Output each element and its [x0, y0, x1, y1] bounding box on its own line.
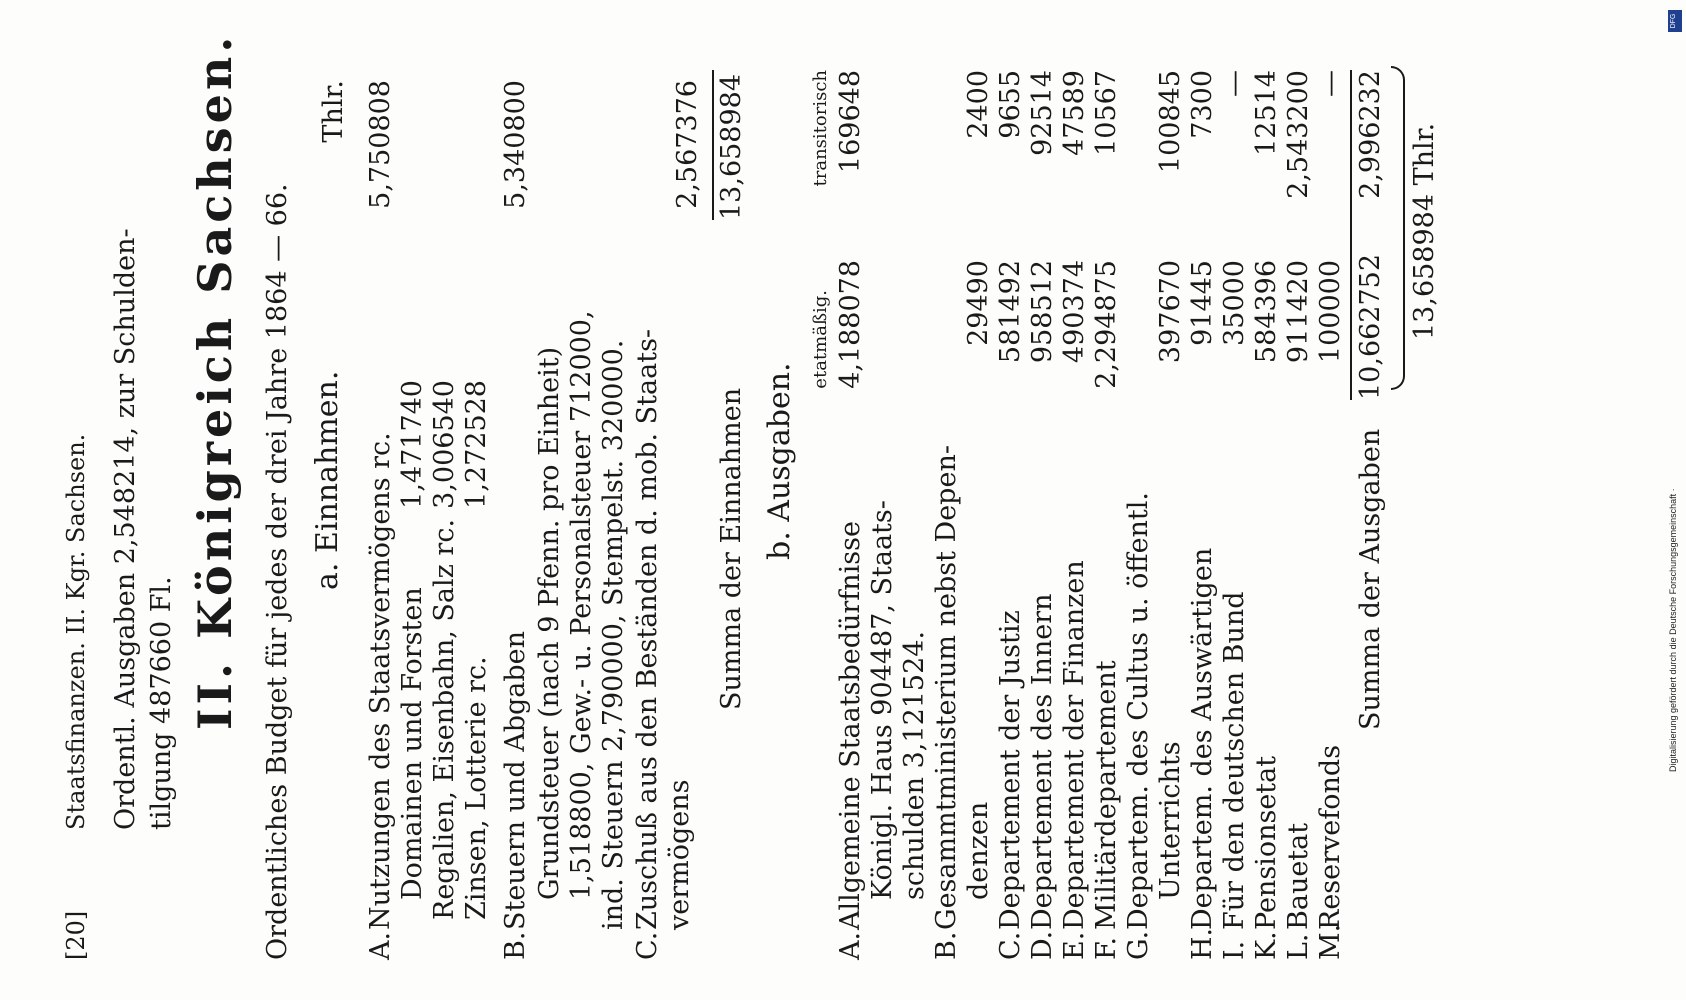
rotated-text-block — [40, 32, 1640, 960]
ausgaben-row-label: H. — [1187, 927, 1218, 960]
einnahmen-B-line: 1,518800, Gew.- u. Personalsteuer 712000, — [566, 310, 597, 900]
ausgaben-row-etat: 35000 — [1219, 260, 1250, 346]
ausgaben-row-text: Departement der Justiz — [995, 610, 1026, 930]
ausgaben-row-transit: 100845 — [1155, 70, 1186, 174]
ausgaben-row-etat: 4,188078 — [835, 260, 866, 389]
ausgaben-row-text: Gesammtministerium nebst Depen- — [931, 445, 962, 930]
einnahmen-heading: a. Einnahmen. — [310, 370, 345, 590]
einnahmen-B-total: 5,340800 — [500, 80, 531, 209]
ausgaben-row-text: Königl. Haus 904487, Staats- — [867, 500, 898, 900]
ausgaben-row-label: L. — [1283, 933, 1314, 960]
einnahmen-A-item-value: 1,272528 — [461, 380, 492, 509]
ausgaben-row-text: Pensionsetat — [1251, 755, 1282, 930]
ausgaben-row-transit: 169648 — [835, 70, 866, 174]
ausgaben-row-transit: 12514 — [1251, 70, 1282, 156]
budget-caption: Ordentliches Budget für jedes der drei Jahre 1864 — 66. — [262, 183, 293, 960]
section-title — [188, 33, 242, 730]
einnahmen-B-line: ind. Steuern 2,790000, Stempelst. 320000. — [598, 339, 629, 930]
ausgaben-row-etat: 91445 — [1187, 260, 1218, 346]
ausgaben-row-label: K. — [1251, 931, 1282, 960]
ausgaben-row-label: I. — [1219, 940, 1250, 960]
einnahmen-A-total: 5,750808 — [365, 80, 396, 209]
ausgaben-row-transit: 9655 — [995, 70, 1026, 139]
sum-rule — [712, 70, 714, 220]
ausgaben-row-etat: 490374 — [1059, 260, 1090, 364]
dfg-logo: DFG — [1668, 10, 1682, 32]
ausgaben-heading: b. Ausgaben. — [762, 362, 797, 560]
sum-brace — [1391, 66, 1405, 390]
ausgaben-row-text: Departem. des Auswärtigen — [1187, 547, 1218, 930]
einnahmen-sum-value: 13,658984 — [716, 73, 747, 220]
intro-line-1: Ordentl. Ausgaben 2,548214, zur Schulden- — [110, 228, 141, 830]
ausgaben-row-label: F. — [1091, 936, 1122, 960]
ausgaben-row-etat: 584396 — [1251, 260, 1282, 364]
ausgaben-row-label: A. — [835, 931, 866, 960]
einnahmen-A-label: A. — [365, 931, 396, 960]
ausgaben-row-text: Reservefonds — [1315, 744, 1346, 930]
ausgaben-row-transit: — — [1315, 70, 1346, 97]
section-roman: II. — [188, 658, 242, 730]
ausgaben-row-label: G. — [1123, 930, 1154, 960]
ausgaben-row-text: Für den deutschen Bund — [1219, 591, 1250, 930]
ausgaben-row-etat: 581492 — [995, 260, 1026, 364]
einnahmen-C-total: 2,567376 — [672, 80, 703, 209]
ausgaben-row-transit: 10567 — [1091, 70, 1122, 156]
einnahmen-A-item: Regalien, Eisenbahn, Salz rc. — [429, 518, 460, 920]
ausgaben-row-text: Militärdepartement — [1091, 660, 1122, 930]
einnahmen-A-text: Nutzungen des Staatsvermögens rc. — [365, 432, 396, 930]
ausgaben-sum-etat: 10,662752 — [1355, 253, 1386, 400]
einnahmen-A-item-value: 1,471740 — [397, 380, 428, 509]
ausgaben-row-text: Allgemeine Staatsbedürfnisse — [835, 521, 866, 930]
einnahmen-C-text: Zuschuß aus den Beständen d. mob. Staats- — [632, 328, 663, 930]
einnahmen-C-label: C. — [632, 931, 663, 960]
ausgaben-sum-rule — [1350, 70, 1352, 400]
ausgaben-row-text: Departement des Innern — [1027, 593, 1058, 930]
col1-header: etatmäßig. — [810, 290, 831, 389]
ausgaben-row-label: C. — [995, 931, 1026, 960]
col2-header: transitorisch — [810, 70, 831, 187]
ausgaben-sum-transit: 2,996232 — [1355, 70, 1386, 199]
einnahmen-A-item-value: 3,006540 — [429, 380, 460, 509]
ausgaben-row-etat: 2,294875 — [1091, 260, 1122, 389]
ausgaben-row-label: D. — [1027, 930, 1058, 960]
ausgaben-sum-label: Summa der Ausgaben — [1355, 428, 1386, 730]
ausgaben-row-transit: 47589 — [1059, 70, 1090, 156]
einnahmen-B-label: B. — [500, 931, 531, 960]
ausgaben-row-etat: 958512 — [1027, 260, 1058, 364]
ausgaben-row-label: E. — [1059, 931, 1090, 960]
ausgaben-row-text: Departement der Finanzen — [1059, 560, 1090, 930]
unit-label: Thlr. — [318, 80, 349, 143]
einnahmen-C-text-2: vermögens — [664, 779, 695, 930]
einnahmen-A-item: Zinsen, Lotterie rc. — [461, 656, 492, 920]
running-title: Staatsfinanzen. II. Kgr. Sachsen. — [62, 433, 90, 830]
ausgaben-row-etat: 397670 — [1155, 260, 1186, 364]
ausgaben-row-transit: 92514 — [1027, 70, 1058, 156]
page-number: [20] — [62, 910, 90, 960]
ausgaben-row-text: schulden 3,121524. — [899, 630, 930, 900]
ausgaben-row-etat: 911420 — [1283, 260, 1314, 364]
ausgaben-row-transit: 7300 — [1187, 70, 1218, 139]
einnahmen-B-line: Grundsteuer (nach 9 Pfenn. pro Einheit) — [534, 346, 565, 900]
ausgaben-row-text: denzen — [963, 801, 994, 900]
ausgaben-row-transit: — — [1219, 70, 1250, 97]
intro-line-2: tilgung 487660 Fl. — [146, 576, 177, 830]
ausgaben-row-label: B. — [931, 931, 962, 960]
digitization-note: Digitalisierung gefördert durch die Deutsche Forschungsgemeinschaft · — [1668, 488, 1678, 772]
ausgaben-row-text: Unterrichts — [1155, 741, 1186, 900]
ausgaben-row-text: Departem. des Cultus u. öffentl. — [1123, 492, 1154, 930]
ausgaben-row-transit: 2400 — [963, 70, 994, 139]
einnahmen-A-item: Domainen und Forsten — [397, 587, 428, 900]
ausgaben-row-label: M. — [1315, 923, 1346, 960]
einnahmen-B-text: Steuern und Abgaben — [500, 630, 531, 930]
einnahmen-sum-label: Summa der Einnahmen — [716, 387, 747, 710]
ausgaben-row-etat: 100000 — [1315, 260, 1346, 364]
ausgaben-row-text: Bauetat — [1283, 822, 1314, 930]
ausgaben-grand-total: 13,658984 Thlr. — [1409, 122, 1440, 340]
ausgaben-row-transit: 2,543200 — [1283, 70, 1314, 199]
ausgaben-row-etat: 29490 — [963, 260, 994, 346]
section-name: Königreich Sachsen. — [188, 32, 242, 639]
